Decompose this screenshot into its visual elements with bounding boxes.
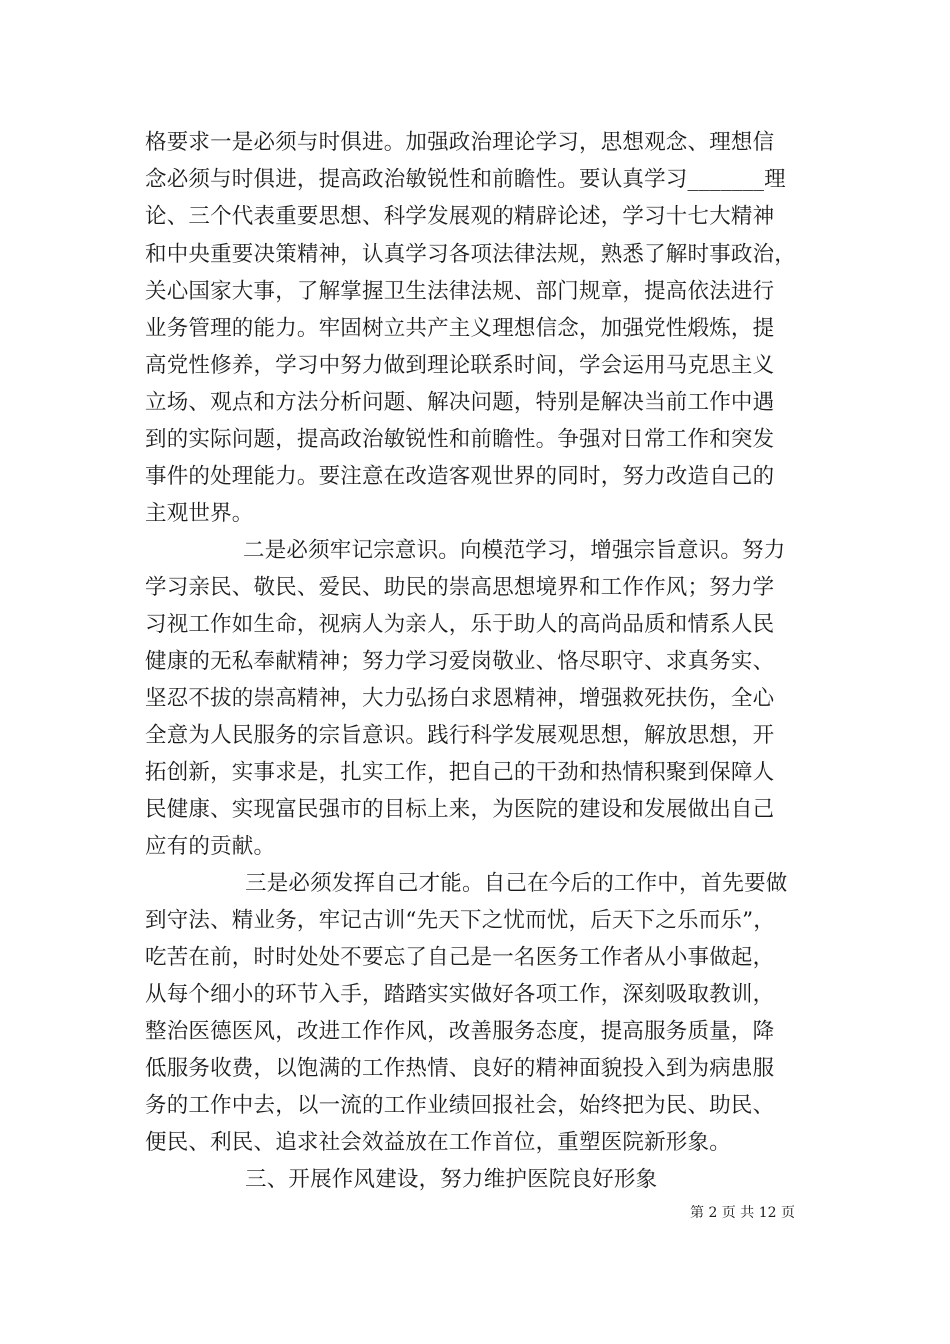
text-line: 习视工作如生命，视病人为亲人，乐于助人的高尚品质和情系人民 [145,612,775,637]
text-line: 高党性修养，学习中努力做到理论联系时间，学会运用马克思主义 [145,353,775,378]
paragraph-start-line: 二是必须牢记宗意识。向模范学习，增强宗旨意识。努力 [243,538,786,563]
section-heading: 三、开展作风建设，努力维护医院良好形象 [245,1167,658,1192]
text-line: 拓创新，实事求是，扎实工作，把自己的干劲和热情积聚到保障人 [145,760,775,785]
text-line: 低服务收费，以饱满的工作热情、良好的精神面貌投入到为病患服 [145,1056,775,1081]
text-line: 论、三个代表重要思想、科学发展观的精辟论述，学习十七大精神 [145,204,775,229]
text-line: 关心国家大事，了解掌握卫生法律法规、部门规章，提高依法进行 [145,279,775,304]
text-line: 和中央重要决策精神，认真学习各项法律法规，熟悉了解时事政治， [145,242,797,267]
paragraph-start-line: 三是必须发挥自己才能。自己在今后的工作中，首先要做 [245,871,788,896]
text-line: 全意为人民服务的宗旨意识。践行科学发展观思想，解放思想，开 [145,723,775,748]
text-line: 便民、利民、追求社会效益放在工作首位，重塑医院新形象。 [145,1130,731,1155]
page-number-footer: 第 2 页 共 12 页 [690,1205,795,1221]
text-line: 应有的贡献。 [145,834,276,859]
text-line: 主观世界。 [145,501,254,526]
text-line: 业务管理的能力。牢固树立共产主义理想信念，加强党性煅炼，提 [145,316,775,341]
text-line: 到的实际问题，提高政治敏锐性和前瞻性。争强对日常工作和突发 [145,427,775,452]
text-line: 事件的处理能力。要注意在改造客观世界的同时，努力改造自己的 [145,464,775,489]
text-line: 格要求一是必须与时俱进。加强政治理论学习，思想观念、理想信 [145,130,775,155]
text-line: 务的工作中去，以一流的工作业绩回报社会，始终把为民、助民、 [145,1093,775,1118]
text-line: 学习亲民、敬民、爱民、助民的崇高思想境界和工作作风；努力学 [145,575,775,600]
text-line: 从每个细小的环节入手，踏踏实实做好各项工作，深刻吸取教训， [145,982,775,1007]
text-line: 整治医德医风，改进工作作风，改善服务态度，提高服务质量，降 [145,1019,775,1044]
text-line: 吃苦在前，时时处处不要忘了自己是一名医务工作者从小事做起， [145,945,775,970]
text-line: 立场、观点和方法分析问题、解决问题，特别是解决当前工作中遇 [145,390,775,415]
text-line: 民健康、实现富民强市的目标上来，为医院的建设和发展做出自己 [145,797,775,822]
text-line: 健康的无私奉献精神；努力学习爱岗敬业、恪尽职守、求真务实、 [145,649,775,674]
text-line: 坚忍不拔的崇高精神，大力弘扬白求恩精神，增强救死扶伤，全心 [145,686,775,711]
text-line: 到守法、精业务，牢记古训“先天下之忧而忧，后天下之乐而乐”， [145,908,775,933]
text-line: 念必须与时俱进，提高政治敏锐性和前瞻性。要认真学习_______理 [145,167,786,192]
